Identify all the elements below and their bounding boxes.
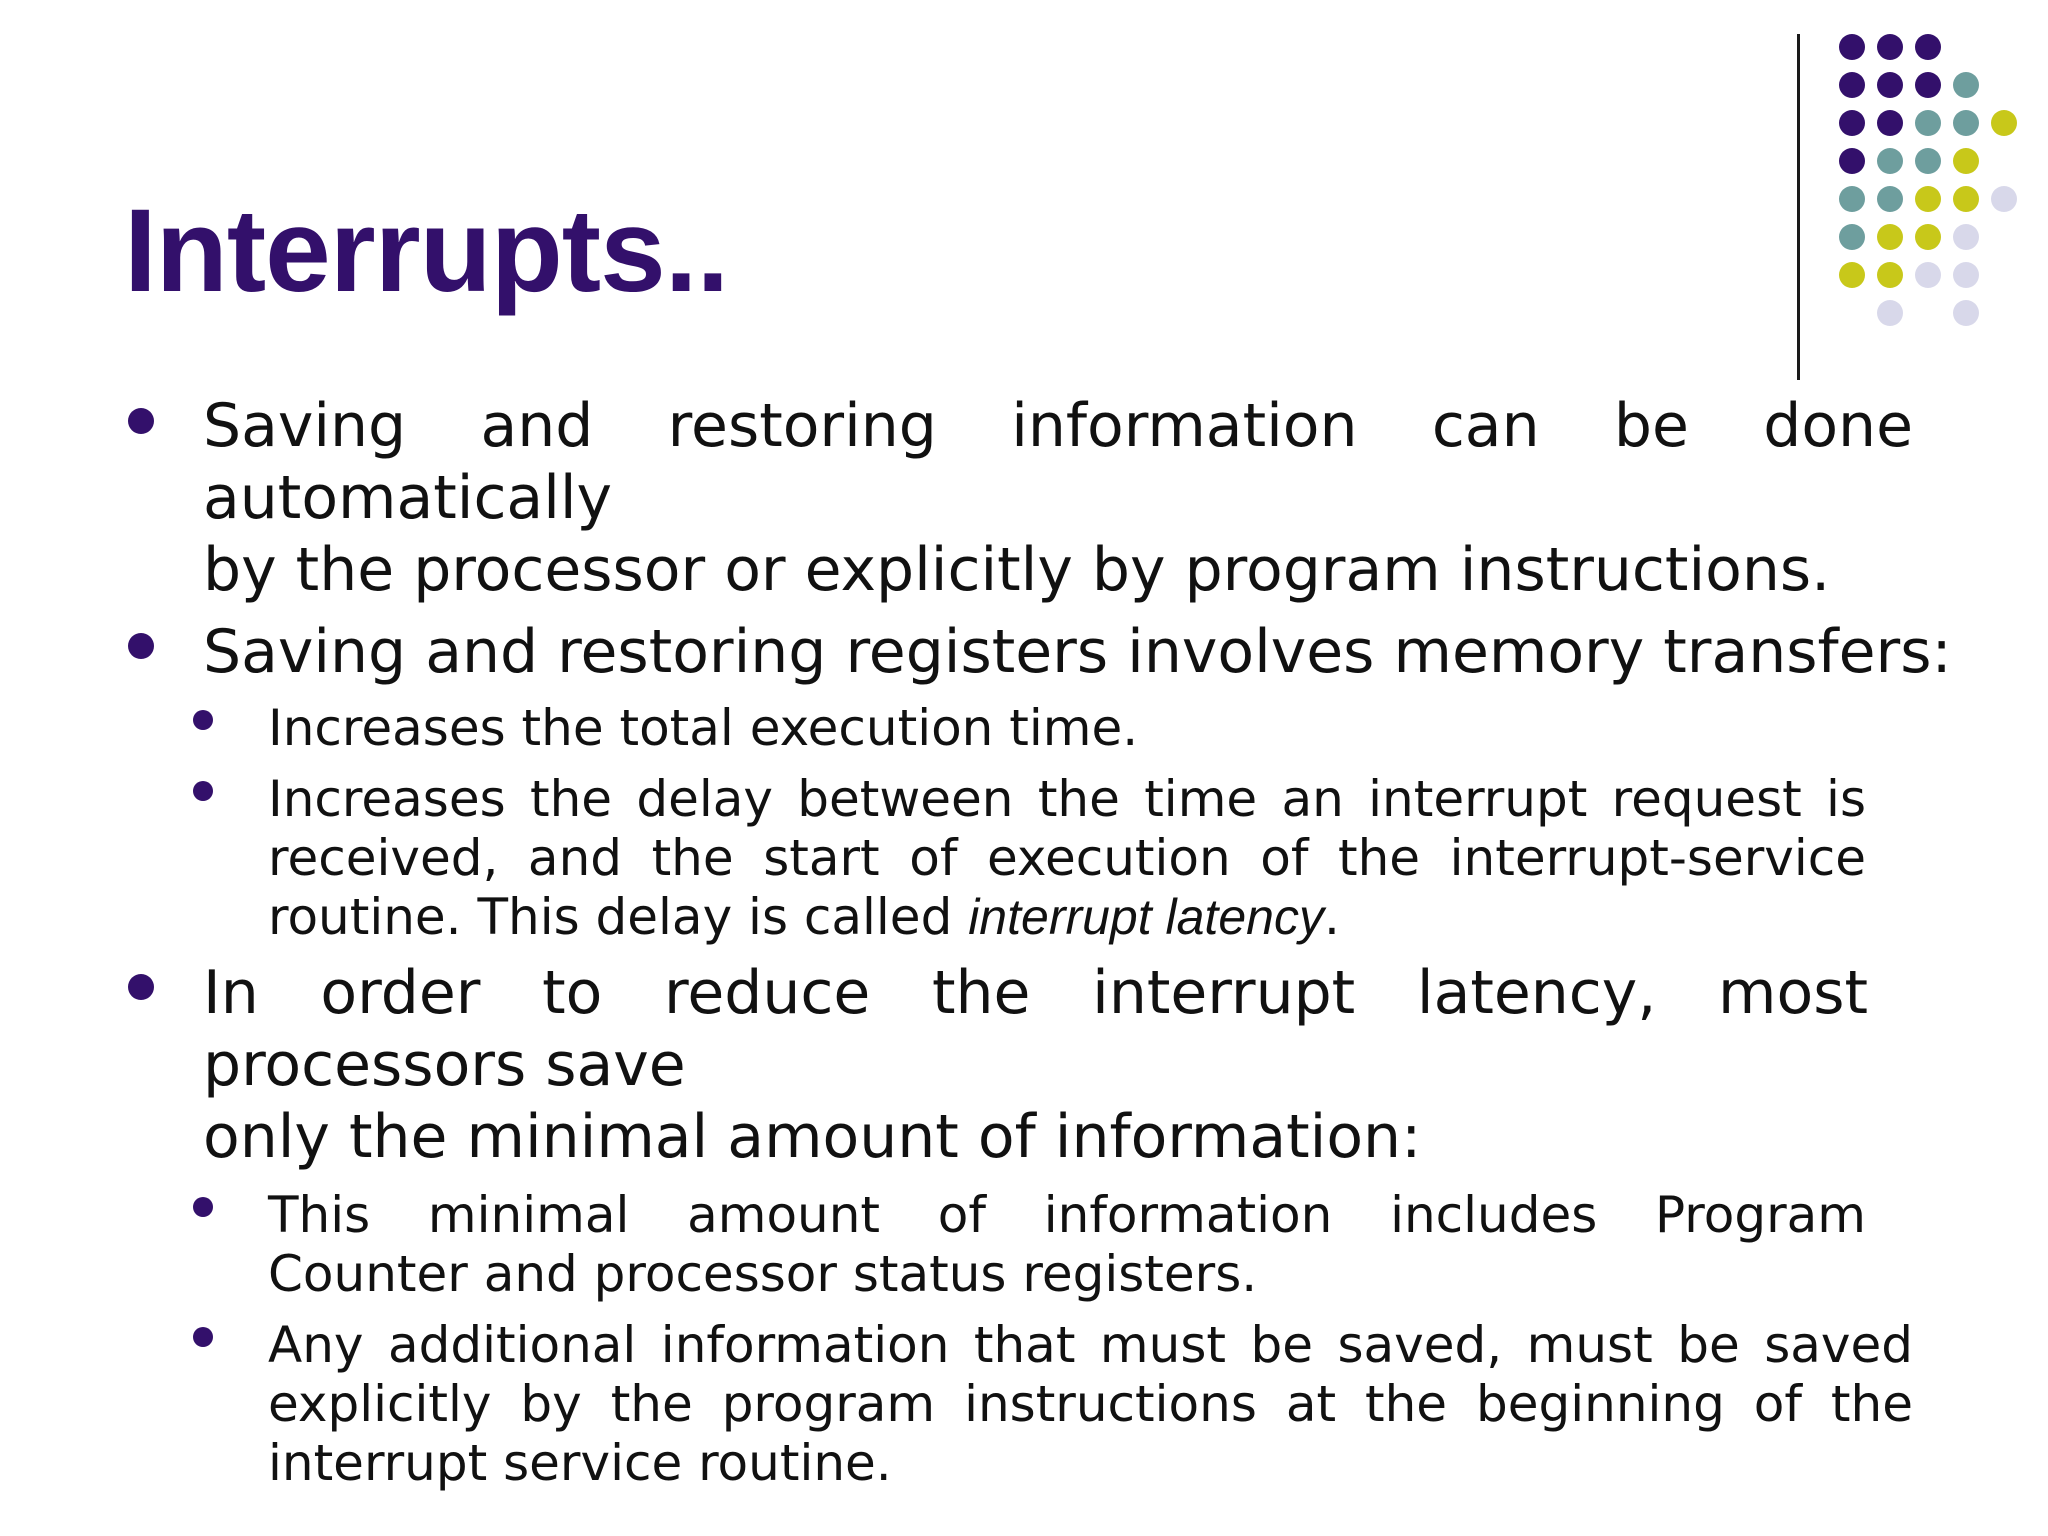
deco-dot: [1877, 110, 1903, 136]
bullet-3-line-1: In order to reduce the interrupt latency, most: [203, 958, 1868, 1028]
deco-dot: [1839, 34, 1865, 60]
deco-dot: [1953, 224, 1979, 250]
sub-bullet-marker: [193, 710, 213, 730]
deco-dot: [1877, 224, 1903, 250]
deco-dot: [1839, 110, 1865, 136]
deco-dot: [1877, 300, 1903, 326]
deco-dot: [1915, 262, 1941, 288]
bullet-2-sub-1-line-1: Increases the total execution time.: [268, 699, 1139, 757]
sub-bullet-marker: [193, 1327, 213, 1347]
bullet-marker: [128, 633, 154, 659]
bullet-1-line-1: Saving and restoring information can be done: [203, 391, 1913, 461]
bullet-3-sub-1-line-1: This minimal amount of information includes Program: [268, 1186, 1866, 1244]
bullet-3-sub-2-text: [268, 1316, 1913, 1493]
sub-bullet-marker: [193, 1197, 213, 1217]
line-3-suffix: .: [1323, 888, 1340, 946]
bullet-2-line-1: Saving and restoring registers involves memory transfers:: [203, 617, 1952, 687]
bullet-1-text: [203, 390, 1913, 606]
bullet-1-line-3: by the processor or explicitly by program instructions.: [203, 535, 1831, 605]
bullet-2-sub-1-text: [268, 699, 1868, 758]
slide-title: Interrupts..: [124, 185, 729, 317]
bullet-3-sub-1-line-2: Counter and processor status registers.: [268, 1245, 1258, 1303]
deco-dot: [1953, 300, 1979, 326]
title-divider-line: [1797, 34, 1800, 380]
bullet-marker: [128, 974, 154, 1000]
deco-dot: [1915, 148, 1941, 174]
deco-dot: [1839, 72, 1865, 98]
bullet-3-sub-1-text: [268, 1186, 1866, 1304]
deco-dot: [1953, 148, 1979, 174]
bullet-marker: [128, 408, 154, 434]
bullet-3-sub-2-line-3: interrupt service routine.: [268, 1434, 892, 1492]
deco-dot: [1953, 110, 1979, 136]
deco-dot: [1839, 224, 1865, 250]
bullet-3-sub-2-line-1: Any additional information that must be saved, must be saved: [268, 1316, 1913, 1374]
bullet-3-text: [203, 957, 1868, 1173]
deco-dot: [1991, 110, 2017, 136]
deco-dot: [1953, 72, 1979, 98]
bullet-2-sub-2-line-2: received, and the start of execution of the interrupt-service: [268, 829, 1866, 887]
bullet-2-sub-2-line-3: [268, 888, 1866, 947]
interrupt-latency-term: interrupt latency: [968, 889, 1324, 945]
deco-dot: [1953, 262, 1979, 288]
bullet-3-line-3: only the minimal amount of information:: [203, 1102, 1422, 1172]
deco-dot: [1839, 262, 1865, 288]
bullet-2-sub-2-line-1: Increases the delay between the time an interrupt request is: [268, 770, 1866, 828]
deco-dot: [1915, 224, 1941, 250]
deco-dot: [1877, 262, 1903, 288]
deco-dot: [1915, 186, 1941, 212]
bullet-3-line-2: processors save: [203, 1030, 686, 1100]
deco-dot: [1991, 186, 2017, 212]
deco-dot: [1915, 34, 1941, 60]
line-3-prefix: routine. This delay is called: [268, 888, 969, 946]
bullet-3-sub-2-line-2: explicitly by the program instructions at the beginning of the: [268, 1375, 1913, 1433]
deco-dot: [1877, 148, 1903, 174]
deco-dot: [1877, 72, 1903, 98]
deco-dot: [1953, 186, 1979, 212]
deco-dot: [1915, 110, 1941, 136]
deco-dot: [1877, 186, 1903, 212]
deco-dot: [1915, 72, 1941, 98]
bullet-2-sub-2-text: [268, 770, 1866, 947]
deco-dot: [1877, 34, 1903, 60]
sub-bullet-marker: [193, 781, 213, 801]
bullet-1-line-2: automatically: [203, 463, 613, 533]
deco-dot: [1839, 148, 1865, 174]
deco-dot: [1839, 186, 1865, 212]
bullet-2-text: [203, 616, 1963, 688]
